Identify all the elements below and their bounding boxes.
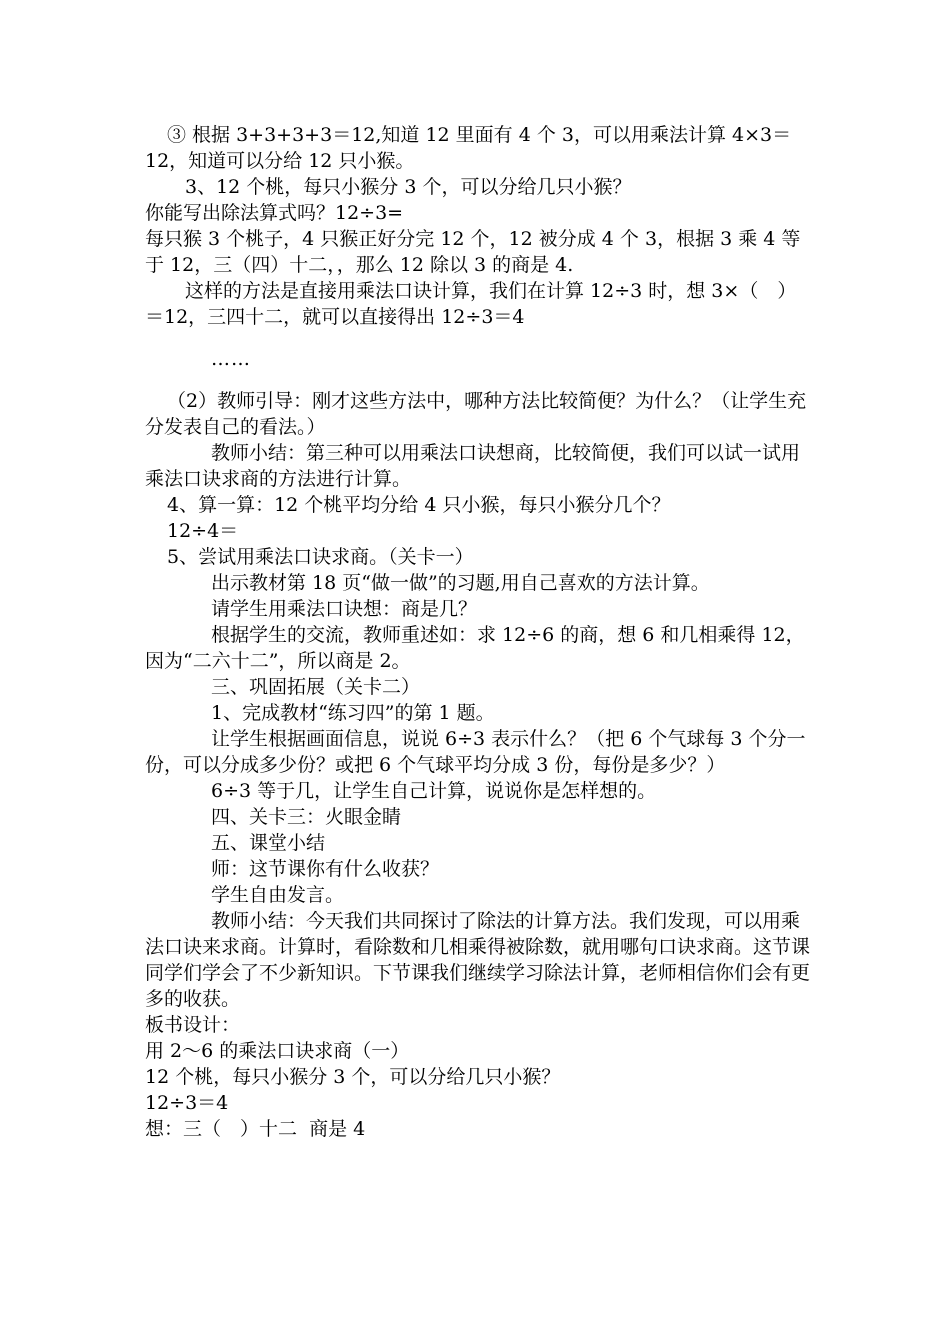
section-heading: 5、尝试用乘法口诀求商。（关卡一） [167, 546, 474, 568]
paragraph: 这样的方法是直接用乘法口诀计算，我们在计算 12÷3 时，想 3×（ ）＝12，三四十二，就可以直接得出 12÷3＝4 [145, 280, 797, 328]
paragraph: 师：这节课你有什么收获？ [211, 858, 440, 880]
paragraph: 出示教材第 18 页“做一做”的习题,用自己喜欢的方法计算。 [211, 572, 710, 594]
paragraph: 让学生根据画面信息，说说 6÷3 表示什么？（把 6 个气球每 3 个分一份，可以分成多少份？或把 6 个气球平均分成 3 份，每份是多少？） [145, 728, 806, 776]
section-heading: 四、关卡三：火眼金睛 [211, 806, 402, 828]
paragraph: 请学生用乘法口诀想：商是几？ [211, 598, 478, 620]
section-heading: 三、巩固拓展（关卡二） [211, 676, 421, 698]
paragraph: 12÷3＝4 [145, 1092, 229, 1114]
section-heading: 4、算一算：12 个桃平均分给 4 只小猴，每只小猴分几个？ [167, 494, 671, 516]
paragraph: 教师小结：第三种可以用乘法口诀想商，比较简便，我们可以试一试用乘法口诀求商的方法进行计算。 [145, 442, 801, 490]
ellipsis-line: …… [211, 348, 251, 370]
paragraph: 12÷4＝ [167, 520, 239, 542]
paragraph: 12 个桃，每只小猴分 3 个，可以分给几只小猴？ [145, 1066, 561, 1088]
section-heading: 五、课堂小结 [211, 832, 326, 854]
paragraph: 6÷3 等于几，让学生自己计算，说说你是怎样想的。 [211, 780, 657, 802]
paragraph: 根据学生的交流，教师重述如：求 12÷6 的商，想 6 和几相乘得 12，因为“二六十二”，所以商是 2。 [145, 624, 805, 672]
paragraph: 你能写出除法算式吗？12÷3= [145, 202, 404, 224]
paragraph: ③ 根据 3+3+3+3＝12,知道 12 里面有 4 个 3，可以用乘法计算 4×3＝12，知道可以分给 12 只小猴。 [145, 124, 792, 172]
paragraph: 1、完成教材“练习四”的第 1 题。 [211, 702, 495, 724]
board-title: 用 2～6 的乘法口诀求商（一） [145, 1040, 410, 1062]
paragraph: 每只猴 3 个桃子，4 只猴正好分完 12 个，12 被分成 4 个 3，根据 3 乘 4 等于 12，三（四）十二，，那么 12 除以 3 的商是 4. [145, 228, 801, 276]
section-heading: 板书设计： [145, 1014, 241, 1036]
paragraph: 3、12 个桃，每只小猴分 3 个，可以分给几只小猴？ [185, 176, 632, 198]
paragraph: （2）教师引导：刚才这些方法中，哪种方法比较简便？为什么？（让学生充分发表自己的看法。） [145, 390, 807, 438]
paragraph: 学生自由发言。 [211, 884, 345, 906]
paragraph: 想：三（ ）十二 商是 4 [145, 1118, 366, 1140]
document-body [145, 122, 815, 1142]
paragraph: 教师小结：今天我们共同探讨了除法的计算方法。我们发现，可以用乘法口诀来求商。计算时，看除数和几相乘得被除数，就用哪句口诀求商。这节课同学们学会了不少新知识。下节课我们继续学习除法计算，老师相信你们会有更多的收获。 [145, 910, 811, 1010]
